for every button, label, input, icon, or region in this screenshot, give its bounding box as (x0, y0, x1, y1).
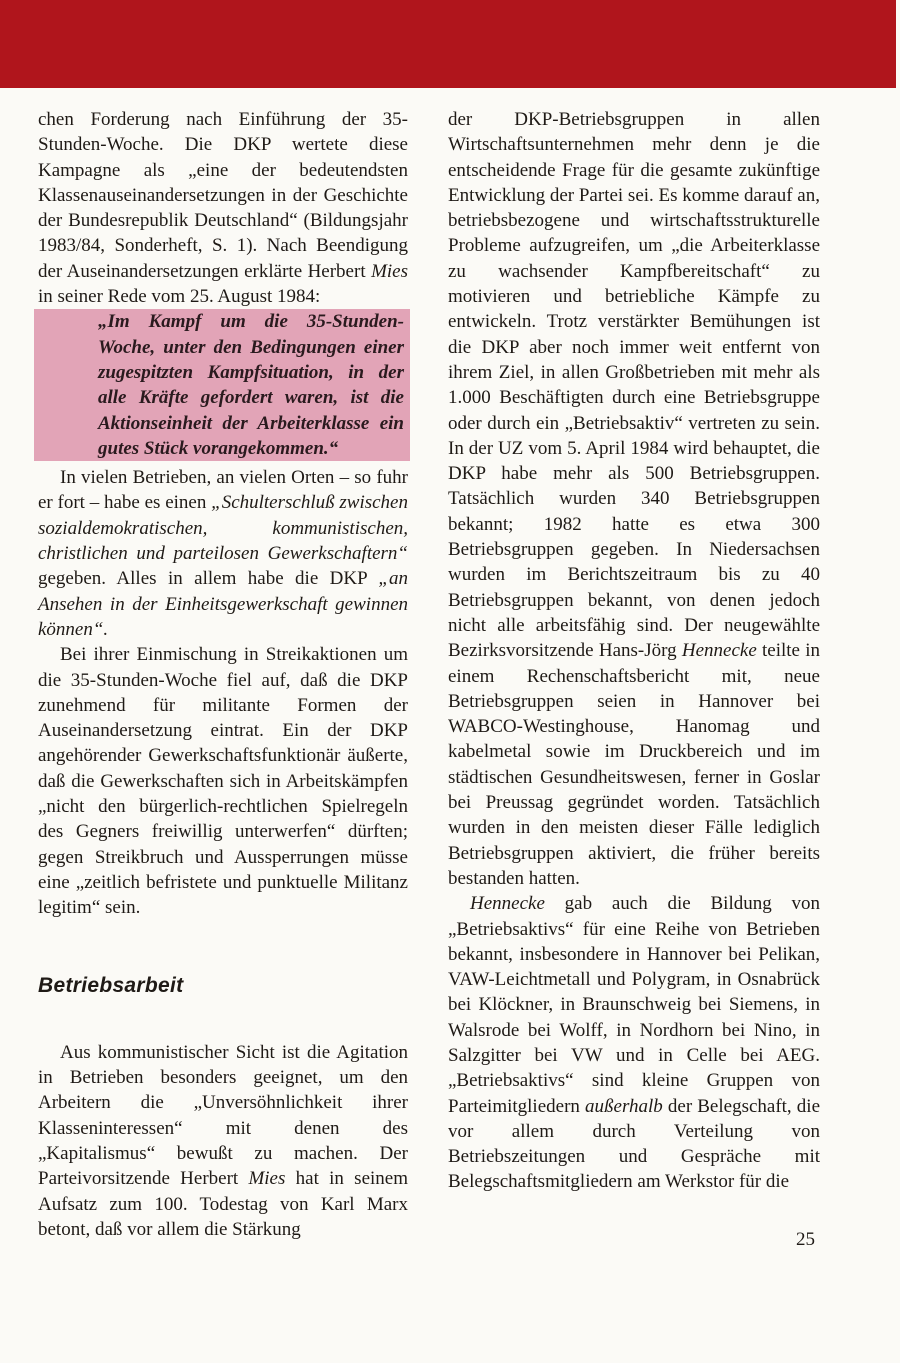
person-name: Mies (371, 260, 408, 282)
highlighted-quote: „Im Kampf um die 35-Stunden-Woche, unter den Bedingungen einer zugespitzten Kampfsituation, in der alle Kräfte gefordert waren, ist die Aktionseinheit der Arbeiterklasse ein gutes Stück vorangekommen.“ (34, 309, 410, 461)
paragraph: In vielen Betrieben, an vielen Orten – so fuhr er fort – habe es einen „Schulterschluß zwischen sozialdemokratischen, kommunistischen, christlichen und parteilosen Gewerkschaftern“ gegeben. Alles in allem habe die DKP „an Ansehen in der Einheitsgewerkschaft gewinnen können“. (38, 467, 408, 640)
right-column (448, 107, 820, 1195)
paragraph: der DKP-Betriebsgruppen in allen Wirtschaftsunternehmen mehr denn je die entscheidende Frage für die gesamte zukünftige Entwicklung der Partei sei. Es komme darauf an, betriebsbezogene und wirtschaftsstrukturelle Probleme aufzugreifen, um „die Arbeiterklasse zu wachsender Kampfbereitschaft“ zu motivieren und betriebliche Kämpfe zu entwickeln. Trotz verstärkter Bemühungen ist die DKP aber noch immer weit entfernt von ihrem Ziel, in allen Großbetrieben mit mehr als 1.000 Beschäftigten durch eine Betriebsgruppe oder durch ein „Betriebsaktiv“ vertreten zu sein. In der UZ vom 5. April 1984 wird behauptet, die DKP habe mehr als 500 Betriebsgruppen. Tatsächlich wurden 340 Betriebsgruppen bekannt; 1982 hatte es etwa 300 Betriebsgruppen gegeben. In Niedersachsen wurden im Berichtszeitraum bis zu 40 Betriebsgruppen bekannt, von denen jedoch nicht alle arbeitsfähig sind. Der neugewählte Bezirksvorsitzende Hans-Jörg Hennecke teilte in einem Rechenschaftsbericht mit, neue Betriebsgruppen seien in Hannover bei WABCO-Westinghouse, Hanomag und kabelmetal sowie im Druckbereich und im städtischen Gesundheitswesen, ferner in Goslar bei Preussag gegründet worden. Tatsächlich wurden in den meisten dieser Fälle lediglich Betriebsgruppen aktiviert, die früher bereits bestanden hatten. (448, 109, 820, 889)
page-number: 25 (796, 1229, 815, 1250)
header-band (0, 0, 896, 88)
section-heading: Betriebsarbeit (38, 973, 184, 997)
paragraph: chen Forderung nach Einführung der 35-Stunden-Woche. Die DKP wertete diese Kampagne als „eine der bedeutendsten Klassenauseinandersetzungen in der Geschichte der Bundesrepublik Deutschland“ (Bildungsjahr 1983/84, Sonderheft, S. 1). Nach Beendigung der Auseinandersetzungen erklärte Herbert Mies in seiner Rede vom 25. August 1984: (38, 109, 408, 308)
paragraph: Hennecke gab auch die Bildung von „Betriebsaktivs“ für eine Reihe von Betrieben bekannt, insbesondere in Hannover bei Pelikan, VAW-Leichtmetall und Polygram, in Osnabrück bei Klöckner, in Braunschweig bei Siemens, in Walsrode bei Wolff, in Nordhorn bei Nino, in Salzgitter bei VW und in Celle bei AEG. „Betriebsaktivs“ sind kleine Gruppen von Parteimitgliedern außerhalb der Belegschaft, die vor allem durch Verteilung von Betriebszeitungen und Gespräche mit Belegschaftsmitgliedern am Werkstor für die (448, 893, 821, 1193)
person-name: Hennecke (470, 893, 545, 915)
person-name: Hennecke (681, 640, 757, 662)
left-column (38, 107, 408, 1242)
person-name: Mies (248, 1168, 286, 1190)
paragraph: Bei ihrer Einmischung in Streikaktionen um die 35-Stunden-Woche fiel auf, daß die DKP zunehmend für militante Formen der Auseinandersetzung eintrat. Ein der DKP angehörender Gewerkschaftsfunktionär äußerte, daß die Gewerkschaften sich in Arbeitskämpfen „nicht den bürgerlich-rechtlichen Spielregeln des Gegners freiwillig unterwerfen“ dürften; gegen Streikbruch und Aussperrungen müsse eine „zeitlich befristete und punktuelle Militanz legitim“ sein. (38, 644, 408, 919)
paragraph: Aus kommunistischer Sicht ist die Agitation in Betrieben besonders geeignet, um den Arbeitern die „Unversöhnlichkeit ihrer Klasseninteressen“ mit denen des „Kapitalismus“ bewußt zu machen. Der Parteivorsitzende Herbert Mies hat in seinem Aufsatz zum 100. Todestag von Karl Marx betont, daß vor allem die Stärkung (38, 1041, 408, 1240)
